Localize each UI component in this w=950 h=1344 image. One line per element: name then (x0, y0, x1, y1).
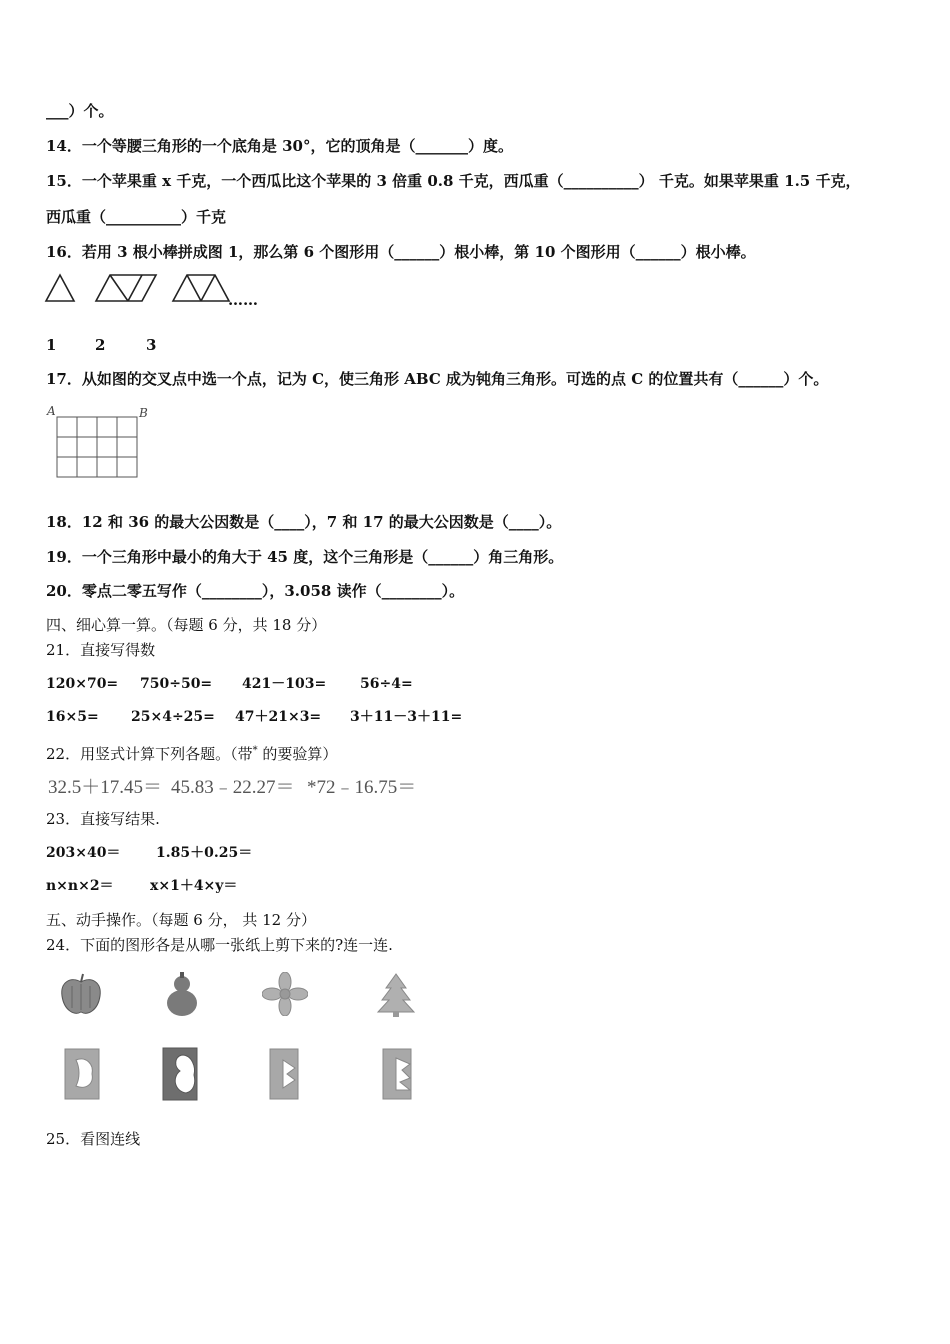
question-18: 18．12 和 36 的最大公因数是（____），7 和 17 的最大公因数是（____）。 (46, 513, 562, 531)
paper-e-flower-cut-icon (267, 1046, 301, 1102)
calc-item: n×n×2＝ (46, 878, 114, 894)
point-b-label: B (139, 406, 148, 420)
figure-1-triangle (46, 275, 74, 301)
grid-figure (44, 402, 154, 482)
calc-item: 25×4÷25= (131, 709, 215, 725)
calc-item: 120×70= (46, 676, 119, 692)
question-22 (46, 741, 337, 764)
triangle-sticks-figure (44, 272, 244, 304)
question-17: 17．从如图的交叉点中选一个点，记为 C，使三角形 ABC 成为钝角三角形。可选的点 C 的位置共有（______）个。 (46, 370, 829, 388)
flower-shape-icon (262, 972, 308, 1016)
point-a-label: A (47, 404, 56, 418)
paper-e-apple-cut-icon (62, 1046, 102, 1102)
q13-tail: ___）个。 (46, 102, 114, 120)
calc-item: 16×5= (46, 709, 99, 725)
paper-c-gourd-cut-icon (160, 1045, 200, 1103)
paper-e-tree-cut-icon (380, 1046, 414, 1102)
question-15-line2: 西瓜重（__________）千克 (46, 208, 227, 226)
question-21: 21．直接写得数 (46, 641, 156, 659)
calc-item: 203×40＝ (46, 845, 121, 861)
question-20: 20．零点二零五写作（________），3.058 读作（________）。 (46, 582, 465, 600)
vertical-calc-expr: *72﹣16.75＝ (307, 777, 417, 798)
calc-item: 421－103= (242, 676, 327, 692)
question-22-star: * (252, 745, 258, 756)
question-22-text: 22．用竖式计算下列各题。（带 (46, 745, 253, 763)
calc-item: 3＋11－3＋11= (350, 709, 463, 725)
calc-item: 47＋21×3= (235, 709, 322, 725)
question-23: 23．直接写结果. (46, 810, 160, 828)
figure-label-1: 1 (46, 336, 57, 354)
calc-item: 1.85＋0.25＝ (156, 845, 253, 861)
figure-label-2: 2 (95, 336, 106, 354)
question-19: 19．一个三角形中最小的角大于 45 度，这个三角形是（______）角三角形。 (46, 548, 564, 566)
gourd-shape-icon (160, 970, 204, 1020)
question-14: 14．一个等腰三角形的一个底角是 30°，它的顶角是（_______）度。 (46, 137, 513, 155)
figure-label-3: 3 (146, 336, 157, 354)
tree-shape-icon (374, 972, 418, 1018)
vertical-calc-expr: 32.5＋17.45＝ (48, 777, 163, 798)
question-25: 25．看图连线 (46, 1130, 141, 1148)
question-15-line1: 15．一个苹果重 x 千克，一个西瓜比这个苹果的 3 倍重 0.8 千克，西瓜重（__________） 千克。如果苹果重 1.5 千克， (46, 172, 861, 190)
calc-item: 750÷50= (140, 676, 213, 692)
question-16: 16．若用 3 根小棒拼成图 1，那么第 6 个图形用（______）根小棒，第 10 个图形用（______）根小棒。 (46, 243, 756, 261)
question-24: 24．下面的图形各是从哪一张纸上剪下来的?连一连. (46, 936, 393, 954)
question-22-tail: 的要验算） (257, 745, 338, 763)
section-5-heading: 五、动手操作。（每题 6 分， 共 12 分） (46, 911, 316, 929)
figure-3-triangles (173, 275, 229, 301)
section-4-heading: 四、细心算一算。（每题 6 分，共 18 分） (46, 616, 327, 634)
figure-dots: …… (228, 291, 258, 309)
calc-item: x×1＋4×y＝ (150, 878, 238, 894)
vertical-calc-expr: 45.83﹣22.27＝ (171, 777, 295, 798)
calc-item: 56÷4= (360, 676, 413, 692)
apple-shape-icon (56, 972, 106, 1018)
